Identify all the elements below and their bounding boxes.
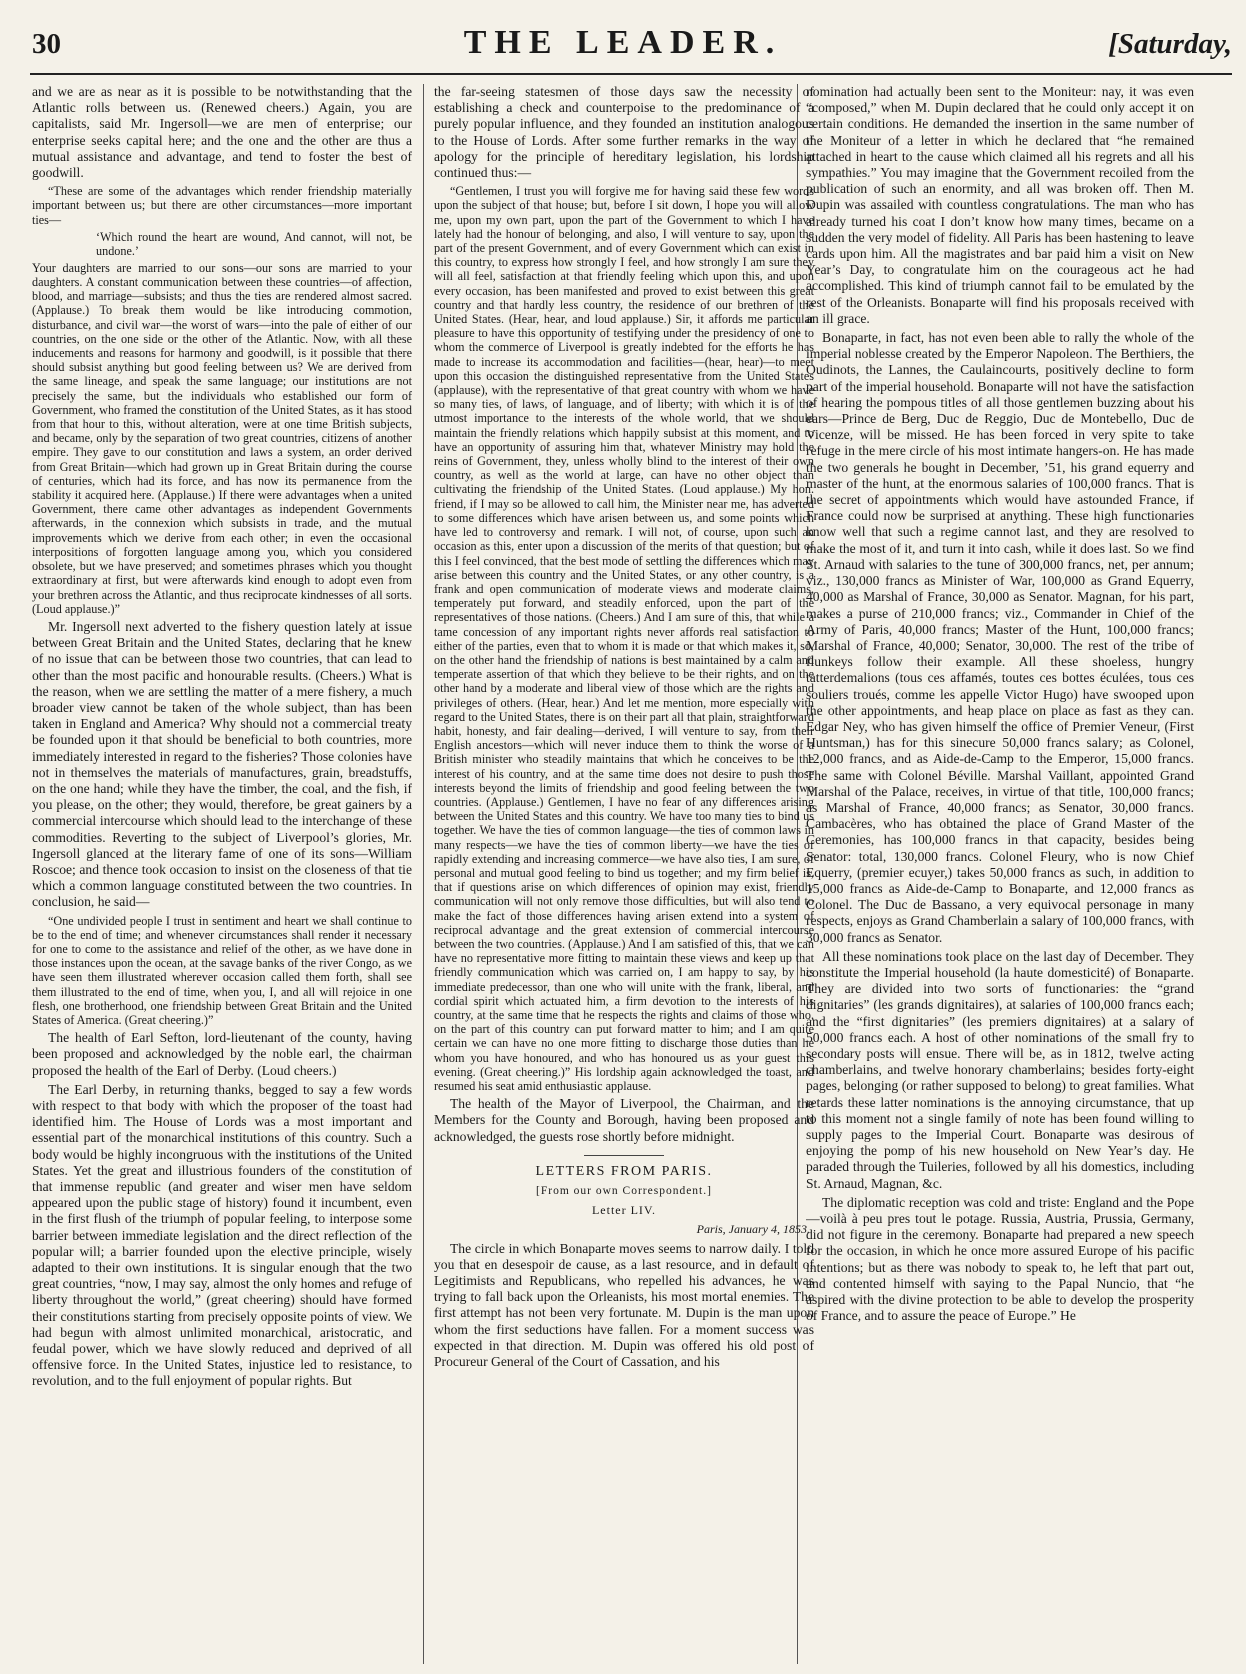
verse: ‘Which round the heart are wound, And cannot, will not, be undone.’ bbox=[96, 229, 412, 258]
column-2 bbox=[434, 84, 814, 1668]
paragraph: The diplomatic reception was cold and triste: England and the Pope—voilà à peu pres tout le potage. Russia, Austria, Prussia, Germany, did not figure in the ceremony. Bonaparte had prepared a new speech for the occasion, in which he once more assured Europe of his pacific intentions; but as there was nobody to speak to, he left that part out, and contented himself with saying to the Papal Nuncio, that “he aspired with the divine protection to be able to develop the prosperity of France, and to assure the peace of Europe.” He bbox=[806, 1194, 1194, 1324]
newspaper-title: THE LEADER. bbox=[463, 24, 783, 61]
paragraph: Mr. Ingersoll next adverted to the fishery question lately at issue between Great Britain and the United States, declaring that he knew of no issue that can be between those two countries, that can lead to other than the most pacific and honourable results. (Cheers.) What is the reason, when we are settling the matter of a mere fishery, a much broader view cannot be taken of the whole subject, than has been taken in England and America? Why should not a commercial treaty be founded upon it that should be beneficial to both countries, more immediately interested in regard to the fisheries? Those colonies have not in themselves the materials of manufactures, grain, breadstuffs, on the one hand; while they have the timber, the coal, and the fish, if you please, on the other; they would, therefore, be great gainers by a commercial intercourse which should lead to the interchange of these commodities. Reverting to the subject of Liverpool’s glories, Mr. Ingersoll glanced at the literary fame of one of its sons—William Roscoe; and thence took occasion to insist on the closeness of that tie which a common language constituted between the two countries. In conclusion, he said— bbox=[32, 618, 412, 910]
paragraph: The health of the Mayor of Liverpool, the Chairman, and the Members for the County and Borough, having been proposed and acknowledged, the guests rose shortly before midnight. bbox=[434, 1096, 814, 1144]
masthead-rule bbox=[30, 73, 1232, 75]
quote-paragraph: “One undivided people I trust in sentiment and heart we shall continue to be to the end of time; and whenever circumstances shall render it necessary for one to come to the assistance and relief of the other, as we have done in those instances upon the ocean, at the savage banks of the river Congo, as we have seen them illustrated wherever occasion called them forth, shall see them illustrated to the end of time, when you, I, and all will rejoice in one flesh, one brotherhood, one friendship between Great Britain and the United States of America. (Great cheering.)” bbox=[32, 913, 412, 1027]
issue-day: [Saturday, bbox=[1108, 28, 1232, 60]
quote-paragraph: Your daughters are married to our sons—our sons are married to your daughters. A constant communication between these countries—of affection, blood, and marriage—subsists; and thus the ties are rendered almost sacred. (Applause.) To break them would be like introducing commotion, disturbance, and civil war—the worst of wars—into the pale of either of our countries, on the one side or the other of the Atlantic. Now, with all these inducements and reasons for harmony and goodwill, is it possible that there should subsist anything but good feeling between us? We are derived from the same lineage, and speak the same language; our institutions are not precisely the same, but the individuals who established our form of Government, who framed the constitution of the United States, as it has stood from that hour to this, without alteration, were at one time British subjects, and became, only by the separation of two great countries, citizens of another empire. They gave to our constitution and laws a system, an order derived from Great Britain—which had grown up in Great Britain during the course of centuries, which had its force, and has now its permanence from the stability it acquired here. (Applause.) If there were advantages when a united Government, there came other advantages as independent Governments afterwards, in the connexion which subsists in trade, and the mutual improvements which we derive from each other; in even the occasional interpositions of forgotten language among you, which you considered obsolete, but we have preserved; and sometimes phrases which you thought extraordinary at first, but were afterwards kind enough to adopt even from your brethren across the Atlantic, and thus reciprocate kindnesses of all sorts. (Loud applause.)” bbox=[32, 260, 412, 616]
quote-paragraph: “These are some of the advantages which render friendship materially important between us; but there are other circumstances—more important ties— bbox=[32, 184, 412, 227]
section-subheading: [From our own Correspondent.] bbox=[536, 1185, 712, 1198]
paragraph: The Earl Derby, in returning thanks, begged to say a few words with respect to that body with which the proposer of the toast had identified him. The House of Lords was a most important and essential part of the monarchical institutions of this country. Such a body would be highly incongruous with the institutions of the United States. Yet the great and illustrious founders of the constitution of that immense republic (and greater and wiser men have seldom appeared upon the public stage of history) found it incumbent, even in the first flush of the triumph of popular feeling, to interpose some barrier between immediate legislation and the direct reflection of the popular will; a barrier founded upon the elective principle, wisely adapted to their own institutions. It is singular enough that the two great countries, “now, I may say, almost the only homes and refuge of liberty throughout the world,” (great cheering) should have formed their constitutions starting from precisely opposite points of view. We had begun with almost unlimited monarchical, aristocratic, and feudal power, which we have slowly reduced and deprived of all offensive force. In the United States, injustice led to resistance, to revolution, and to the full enjoyment of popular rights. But bbox=[32, 1081, 412, 1389]
paragraph: nomination had actually been sent to the Moniteur: nay, it was even “composed,” when M. Dupin declared that he could only accept it on certain conditions. He demanded the insertion in the same number of the Moniteur of a letter in which he declared that “he remained attached in heart to the cause which claimed all his regrets and all his sympathies.” You may imagine that the Government recoiled from the publication of such an enormity, and all was broken off. Then M. Dupin was assailed with countless congratulations. The man who has already turned his coat I don’t know how many times, became on a sudden the very model of fidelity. All Paris has been hastening to leave cards upon him. All the magistrates and bar paid him a visit on New Year’s Day, to congratulate him on the courageous act he had accomplished. This kind of triumph cannot fail to be emulated by the rest of the Orleanists. Bonaparte will find his proposals received with an ill grace. bbox=[806, 84, 1194, 326]
section-heading: LETTERS FROM PARIS. bbox=[535, 1163, 713, 1179]
section-rule bbox=[584, 1155, 664, 1156]
column-1 bbox=[32, 84, 412, 1668]
paragraph: Bonaparte, in fact, has not even been able to rally the whole of the imperial noblesse created by the Emperor Napoleon. The Berthiers, the Oudinots, the Lannes, the Caulaincourts, positively decline to form part of the imperial household. Bonaparte will not have the satisfaction of hearing the pompous titles of all those gentlemen buzzing about his ears—Prince de Berg, Duc de Reggio, Duc de Montebello, Duc de Vicenze, will be missed. He has been forced in very spite to take refuge in the mere circle of his most intimate hangers-on. He has made the two generals he bought in December, ’51, his grand equerry and master of the hunt, at the enormous salaries of 100,000 francs. That is the secret of appointments which would have astounded France, if France could now be surprised at anything. These high functionaries know well that such a regime cannot last, and they are resolved to make the most of it, and turn it into cash, while it does last. So we find St. Arnaud with salaries to the tune of 300,000 francs, net, per annum; viz., 130,000 francs as Minister of War, 100,000 as Grand Equerry, 40,000 as Marshal of France, 30,000 as Senator. Magnan, for his part, makes a purse of 210,000 francs; viz., Commander in Chief of the Army of Paris, 40,000 francs; Master of the Hunt, 100,000 francs; Marshal of France, 40,000; Senator, 30,000. The rest of the tribe of flunkeys follow their example. All these shoeless, hungry tatterdemalions (tous ces affamés, toutes ces bottes éculées, tous ces souliers troués, comme les appelle Victor Hugo) have swooped upon the other appointments, and heap place on place as fast as they can. Edgar Ney, who has given himself the office of Premier Veneur, (First Huntsman,) has for this sinecure 50,000 francs salary; as Colonel, 12,000 francs, and as Aide-de-Camp to the Emperor, 15,000 francs. The same with Colonel Béville. Marshal Vaillant, appointed Grand Marshal of the Palace, receives, in virtue of that title, 100,000 francs; as Marshal of France, 40,000 francs; as Senator, 30,000 francs. Cambacères, who has obtained the place of Grand Master of the Ceremonies, has 100,000 francs in that capacity, besides being Senator: total, 130,000 francs. Colonel Fleury, who is now Chief Equerry, (premier ecuyer,) takes 50,000 francs as such, in addition to 15,000 francs as Aide-de-Camp to Bonaparte, and 12,000 francs as Colonel. The Duc de Bassano, a very equivocal personage in many respects, enjoys as Grand Chamberlain a salary of 100,000 francs, with 30,000 francs as Senator. bbox=[806, 330, 1194, 945]
masthead bbox=[0, 0, 1246, 78]
paragraph: and we are as near as it is possible to be notwithstanding that the Atlantic rolls between us. (Renewed cheers.) Again, you are capitalists, said Mr. Ingersoll—we are men of enterprise; our enterprise seeks capital here; and the one and the other are thus a mutual assistance and advantage, and tend to foster the best of goodwill. bbox=[32, 84, 412, 181]
dateline: Paris, January 4, 1853. bbox=[696, 1222, 810, 1237]
column-3 bbox=[806, 84, 1194, 1668]
paragraph: the far-seeing statesmen of those days saw the necessity of establishing a check and counterpoise to the predominance of a purely popular influence, and they founded an institution analogous to the House of Lords. After some further remarks in the way of apology for the principle of hereditary legislation, his lordship continued thus:— bbox=[434, 84, 814, 181]
paragraph: The health of Earl Sefton, lord-lieutenant of the county, having been proposed and acknowledged by the noble earl, the chairman proposed the health of the Earl of Derby. (Loud cheers.) bbox=[32, 1030, 412, 1078]
column-divider-1 bbox=[423, 84, 424, 1664]
paragraph: The circle in which Bonaparte moves seems to narrow daily. I told you that en desespoir de cause, as a last resource, and in default of Legitimists and Republicans, who repelled his advances, he was trying to fall back upon the Orleanists, his most mortal enemies. The first attempt has not been very fortunate. M. Dupin is the man upon whom the first seductions have fallen. For a moment success was expected in that direction. M. Dupin was offered his old post of Procureur General of the Court of Cassation, and his bbox=[434, 1240, 814, 1370]
letter-number: Letter LIV. bbox=[591, 1203, 657, 1218]
page-number: 30 bbox=[32, 28, 61, 60]
paragraph: All these nominations took place on the last day of December. They constitute the Imperial household (la haute domesticité) of Bonaparte. They are divided into two sorts of functionaries: the “grand dignitaries” (les grands dignitaires), at salaries of 100,000 francs each; and the “first dignitaries” (les premiers dignitaires) at a salary of 50,000 francs each. A host of other nominations of the small fry to secondary posts will ensue. There will be, as in 1812, twelve acting chamberlains, and twelve honorary chamberlains; besides forty-eight pages, belonging (or rather supposed to belong) to great families. What retards these latter nominations is the annoying circumstance, that up to this moment not a single family of note has been found willing to supply pages to the Imperial Court. Bonaparte was desirous of enjoying the pomp of his new household on New Year’s day. He paraded through the Tuileries, followed by all his domestics, including St. Arnaud, Magnan, &c. bbox=[806, 948, 1194, 1191]
quote-paragraph: “Gentlemen, I trust you will forgive me for having said these few words upon the subject of that house; but, before I sit down, I hope you will allow me, upon my own part, upon the part of the Government to which I have lately had the honour of belonging, and also, I will venture to say, upon the part of the present Government, and of every Government which can exist in this country, to express how strongly I feel, and how strongly I am sure they will all feel, satisfaction at that friendly feeling which upon this, and upon every occasion, has been manifested and proved to exist between this great country and that hardly less country, the residence of our brethren of the United States. (Hear, hear, and loud applause.) Sir, it affords me particular pleasure to have this opportunity of testifying under the presidency of one to whom the commerce of Liverpool is greatly indebted for the efforts he has made to increase its accommodation and facilities—(hear, hear)—to meet upon this occasion the distinguished representative from the United States (applause), with the representative of that great country with whom we have so many ties, of laws, of language, and of liberty; with which it is of the utmost importance to the interests of the whole world, that we should maintain the friendly relations which happily subsist at this moment, and to have an opportunity of assuring him that, whatever Ministry may hold the reins of Government, they, unless wholly blind to the interest of their own country, as well as the world at large, can have no other object than cultivating the friendship of the United States. (Loud applause.) My hon. friend, if I may so be allowed to call him, the Minister near me, has adverted to some differences which have arisen between us, and some points which have led to controversy and remark. I will not, of course, upon such an occasion as this, enter upon a discussion of the merits of that question; but of this I feel convinced, that the best mode of settling the differences which may arise between this country and the United States, or any other country, is a frank and open communication of moderate views and moderate claims, temperately put forward, and steadily enforced, upon the part of the representatives of those nations. (Cheers.) And I am sure of this, that while a tame concession of any important rights never affords real satisfaction to either of the parties, even that to whom it is made or that which makes it, so, on the other hand the friendship of nations is best maintained by a calm and temperate assertion of that which they believe to be their rights, and on the other hand by a moderate and liberal view of those which are the rights and privileges of others. (Hear, hear.) And let me mention, more especially with regard to the United States, there is on their part all that plain, straightforward habit, honesty, and fair dealing—derived, I will venture to say, from their English ancestors—which will never induce them to think the worse of a British minister who steadily maintains that which he conceives to be the interest of his country, and at the same time does not desire to push those interests beyond the limits of friendship and good feeling between the two countries. (Applause.) Gentlemen, I have no fear of any differences arising between the United States and this country. We have too many ties to bind us together. We have the ties of common language—the ties of common laws in many respects—we have the ties of common liberty—we have the ties of rapidly extending and increasing commerce—we have also ties, I am sure, of personal and mutual good feeling to bind us together; and my firm belief is, that if questions arise on which differences of opinion may exist, friendly communication will not only remove those difficulties, but will also tend to make the fact of those differences having arisen extend into a system of reciprocal advantage and the great extension of commercial intercourse between the two countries. (Applause.) And I am satisfied of this, that we can have no representative more fitting to maintain these views and keep up that friendly communication which was carried on, I am happy to say, by his immediate predecessor, than one who will unite with the frank, liberal, and cordial spirit which actuated him, a firm devotion to the interests of his country, at the same time that he respects the rights and claims of those who, on the part of this country can put forward matter to him; and I am quite certain we can have no one more fitting to discharge those duties than he whom you have honoured, and who has honoured us as your guest this evening. (Great cheering.)” His lordship again acknowledged the toast, and resumed his seat amid enthusiastic applause. bbox=[434, 184, 814, 1094]
